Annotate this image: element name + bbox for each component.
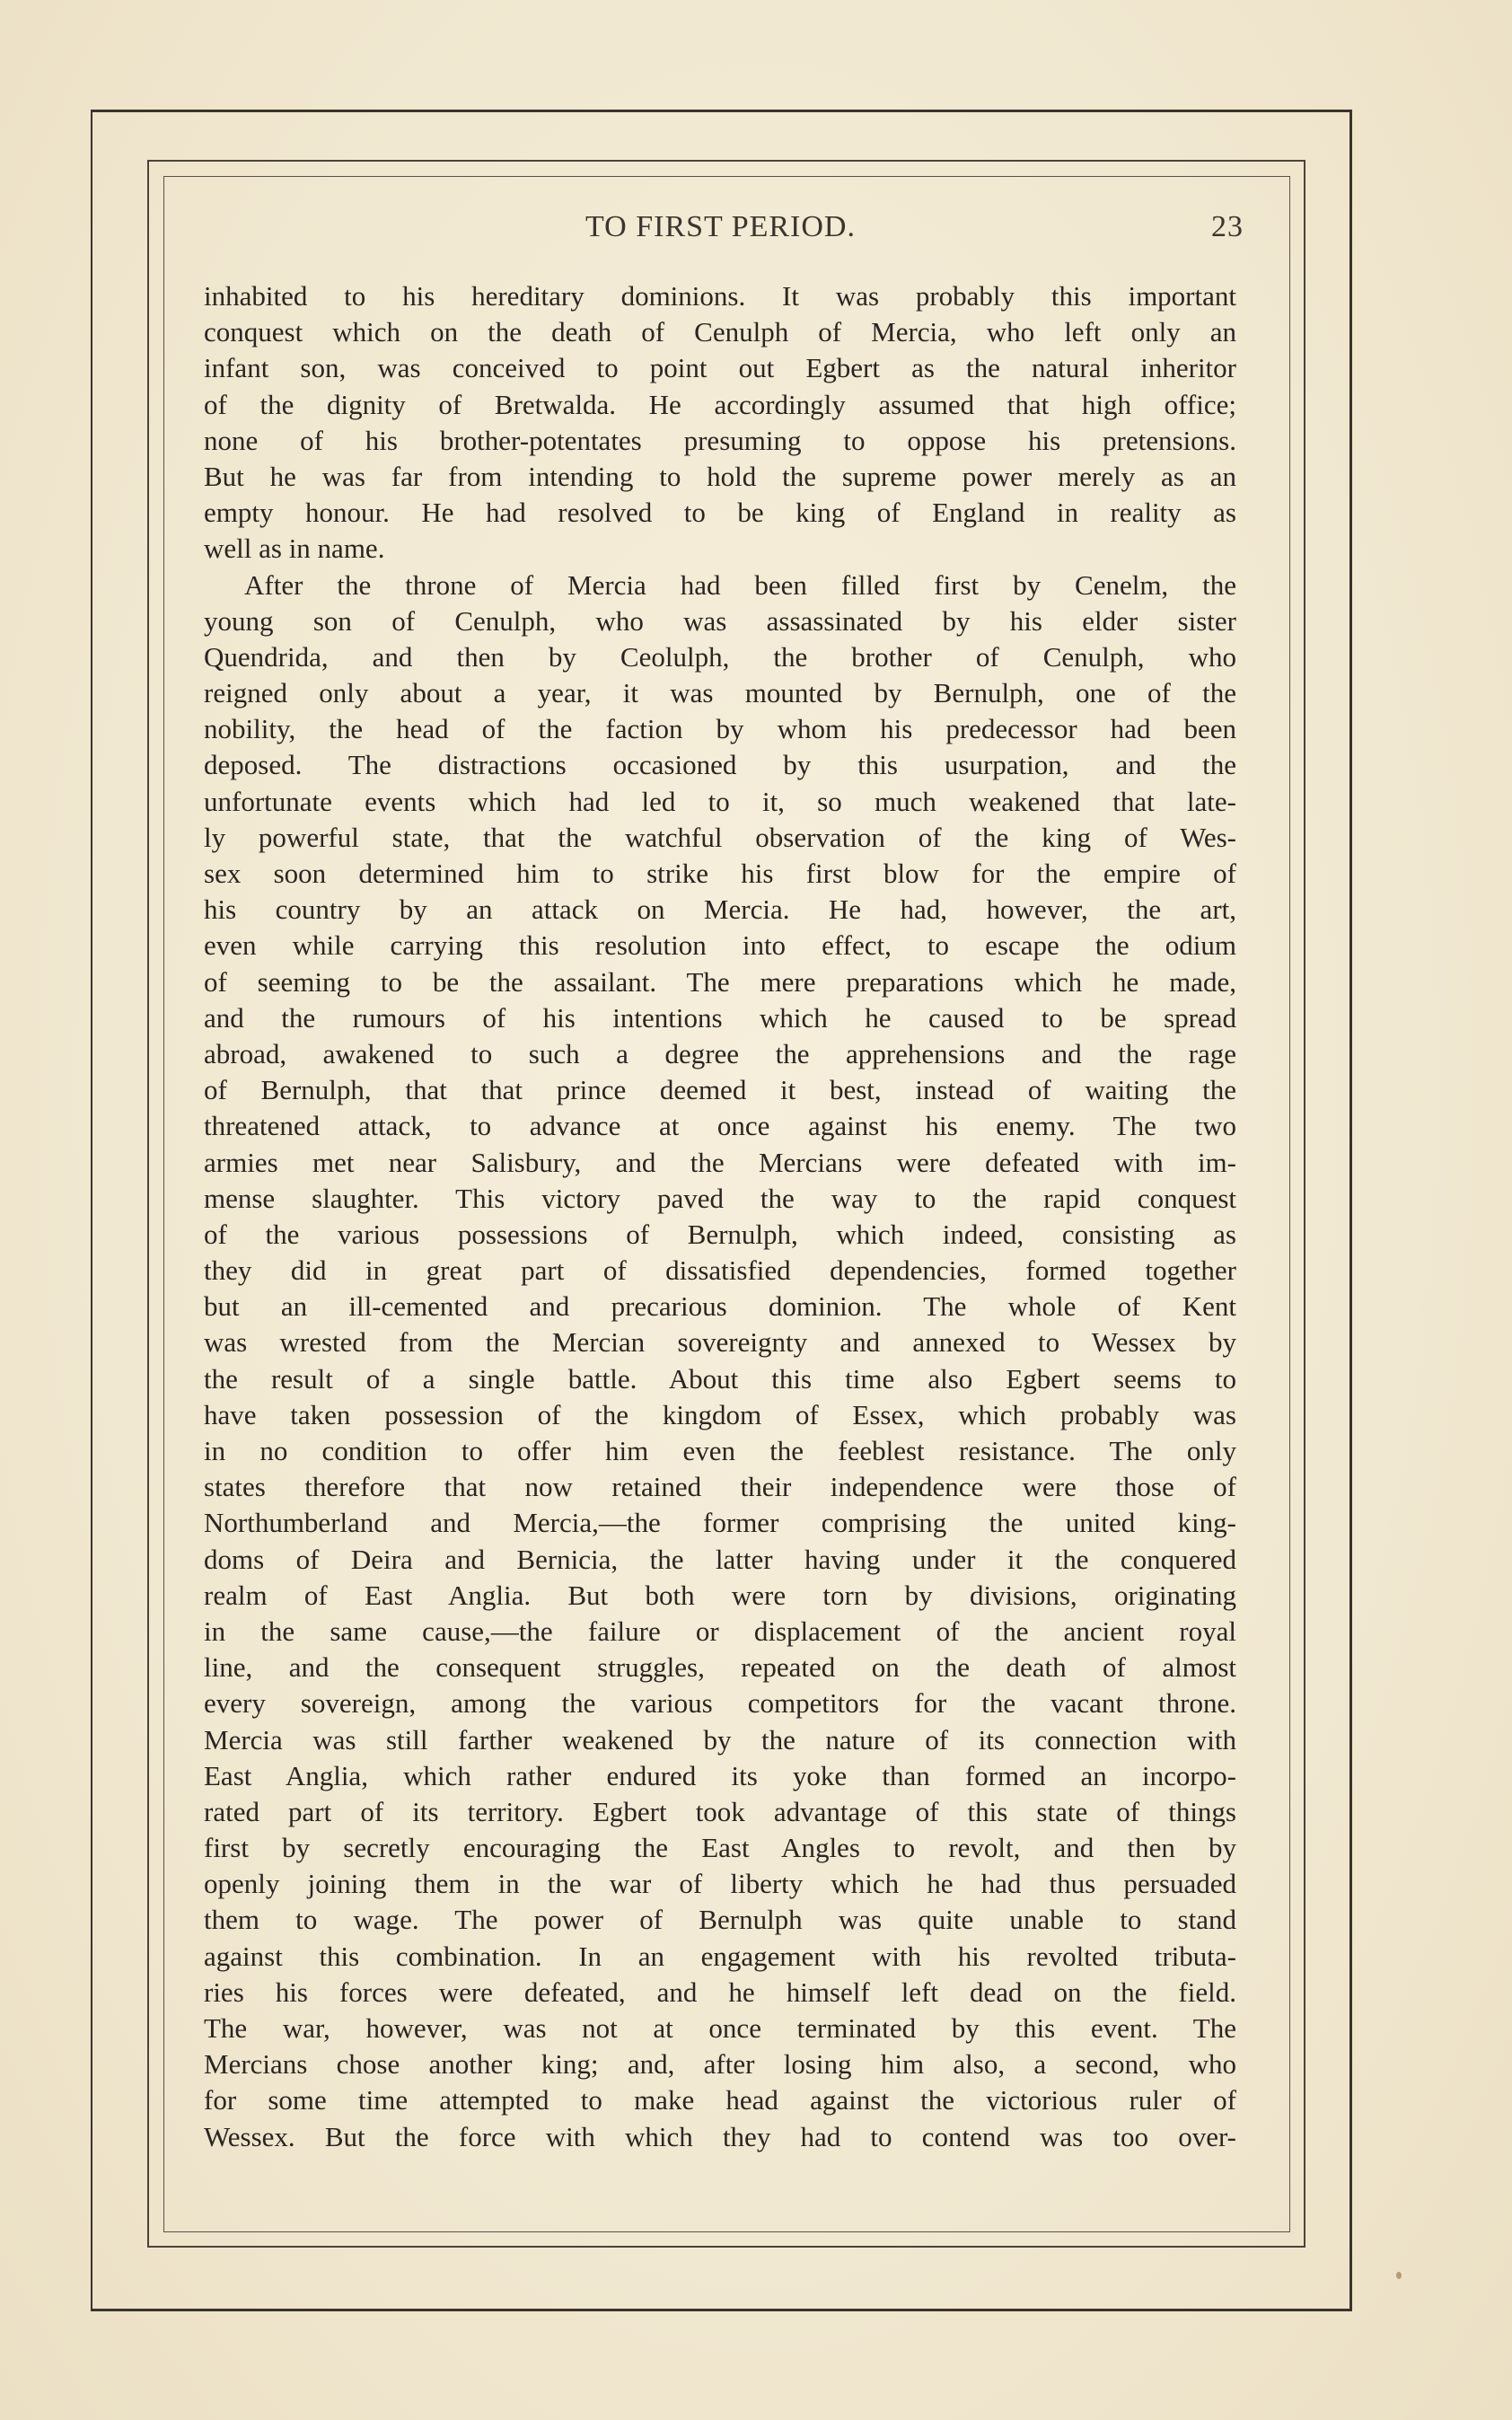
text-line: Wessex. But the force with which they had to contend was too over-	[204, 2120, 1236, 2152]
text-line: abroad, awakened to such a degree the apprehensions and the rage	[204, 1037, 1236, 1069]
text-line: But he was far from intending to hold the supreme power merely as an	[204, 460, 1236, 492]
text-line: of the dignity of Bretwalda. He accordingly assumed that high office;	[204, 388, 1236, 420]
text-line: them to wage. The power of Bernulph was quite unable to stand	[204, 1904, 1236, 1936]
text-line: in no condition to offer him even the feeblest resistance. The only	[204, 1435, 1236, 1466]
text-line: was wrested from the Mercian sovereignty and annexed to Wessex by	[204, 1326, 1236, 1359]
text-line: deposed. The distractions occasioned by this usurpation, and the	[204, 749, 1236, 781]
text-line: empty honour. He had resolved to be king of England in reality as	[204, 497, 1236, 529]
text-line: but an ill-cemented and precarious dominion. The whole of Kent	[204, 1290, 1236, 1323]
text-line: ries his forces were defeated, and he himself left dead on the field.	[204, 1976, 1236, 2008]
text-line: sex soon determined him to strike his first blow for the empire of	[204, 858, 1236, 889]
text-line: in the same cause,—the failure or displacement of the ancient royal	[204, 1615, 1236, 1647]
text-line: they did in great part of dissatisfied dependencies, formed together	[204, 1254, 1236, 1287]
text-line: openly joining them in the war of liberty which he had thus persuaded	[204, 1868, 1236, 1900]
text-line: none of his brother-potentates presuming to oppose his pretensions.	[204, 424, 1236, 456]
text-line: first by secretly encouraging the East Angles to revolt, and then by	[204, 1832, 1236, 1864]
text-line: for some time attempted to make head against the victorious ruler of	[204, 2084, 1236, 2116]
text-line: of the various possessions of Bernulph, which indeed, consisting as	[204, 1218, 1236, 1250]
text-line: line, and the consequent struggles, repeated on the death of almost	[204, 1651, 1236, 1684]
text-line: armies met near Salisbury, and the Mercians were defeated with im-	[204, 1146, 1236, 1178]
text-line: inhabited to his hereditary dominions. It was probably this important	[204, 280, 1236, 312]
text-line: have taken possession of the kingdom of Essex, which probably was	[204, 1398, 1236, 1430]
text-line: Mercians chose another king; and, after losing him also, a second, who	[204, 2048, 1236, 2081]
text-line: against this combination. In an engagement with his revolted tributa-	[204, 1940, 1236, 1972]
paragraph-start-line: After the throne of Mercia had been filled first by Cenelm, the	[244, 568, 1236, 601]
text-line: of Bernulph, that that prince deemed it best, instead of waiting the	[204, 1074, 1236, 1106]
text-line: Northumberland and Mercia,—the former comprising the united king-	[204, 1507, 1236, 1539]
text-line: states therefore that now retained their independence were those of	[204, 1471, 1236, 1503]
page-header	[198, 208, 1244, 251]
text-line: the result of a single battle. About this time also Egbert seems to	[204, 1362, 1236, 1395]
text-line: of seeming to be the assailant. The mere preparations which he made,	[204, 965, 1236, 998]
text-line: well as in name.	[204, 532, 385, 565]
text-line: realm of East Anglia. But both were torn by divisions, originating	[204, 1579, 1236, 1611]
text-line: rated part of its territory. Egbert took advantage of this state of things	[204, 1795, 1236, 1827]
text-line: Mercia was still farther weakened by the nature of its connection with	[204, 1723, 1236, 1756]
text-line: reigned only about a year, it was mounted by Bernulph, one of the	[204, 677, 1236, 709]
running-title: TO FIRST PERIOD.	[585, 210, 856, 243]
text-line: The war, however, was not at once terminated by this event. The	[204, 2012, 1236, 2044]
text-line: young son of Cenulph, who was assassinated by his elder sister	[204, 604, 1236, 637]
text-line: Quendrida, and then by Ceolulph, the brother of Cenulph, who	[204, 640, 1236, 673]
text-line: East Anglia, which rather endured its yoke than formed an incorpo-	[204, 1759, 1236, 1791]
text-line: his country by an attack on Mercia. He had, however, the art,	[204, 893, 1236, 926]
text-line: even while carrying this resolution into effect, to escape the odium	[204, 929, 1236, 962]
paper-speck	[1396, 2272, 1402, 2279]
text-line: doms of Deira and Bernicia, the latter having under it the conquered	[204, 1543, 1236, 1575]
text-line: infant son, was conceived to point out Egbert as the natural inheritor	[204, 352, 1236, 384]
text-line: threatened attack, to advance at once against his enemy. The two	[204, 1110, 1236, 1142]
body-text	[204, 278, 1236, 2155]
text-line: and the rumours of his intentions which he caused to be spread	[204, 1001, 1236, 1034]
text-line: conquest which on the death of Cenulph of Mercia, who left only an	[204, 316, 1236, 348]
text-line: nobility, the head of the faction by whom his predecessor had been	[204, 713, 1236, 745]
text-line: every sovereign, among the various competitors for the vacant throne.	[204, 1687, 1236, 1720]
page-number: 23	[1211, 210, 1244, 243]
text-line: unfortunate events which had led to it, so much weakened that late-	[204, 785, 1236, 817]
text-line: mense slaughter. This victory paved the way to the rapid conquest	[204, 1182, 1236, 1214]
text-line: ly powerful state, that the watchful observation of the king of Wes-	[204, 821, 1236, 853]
